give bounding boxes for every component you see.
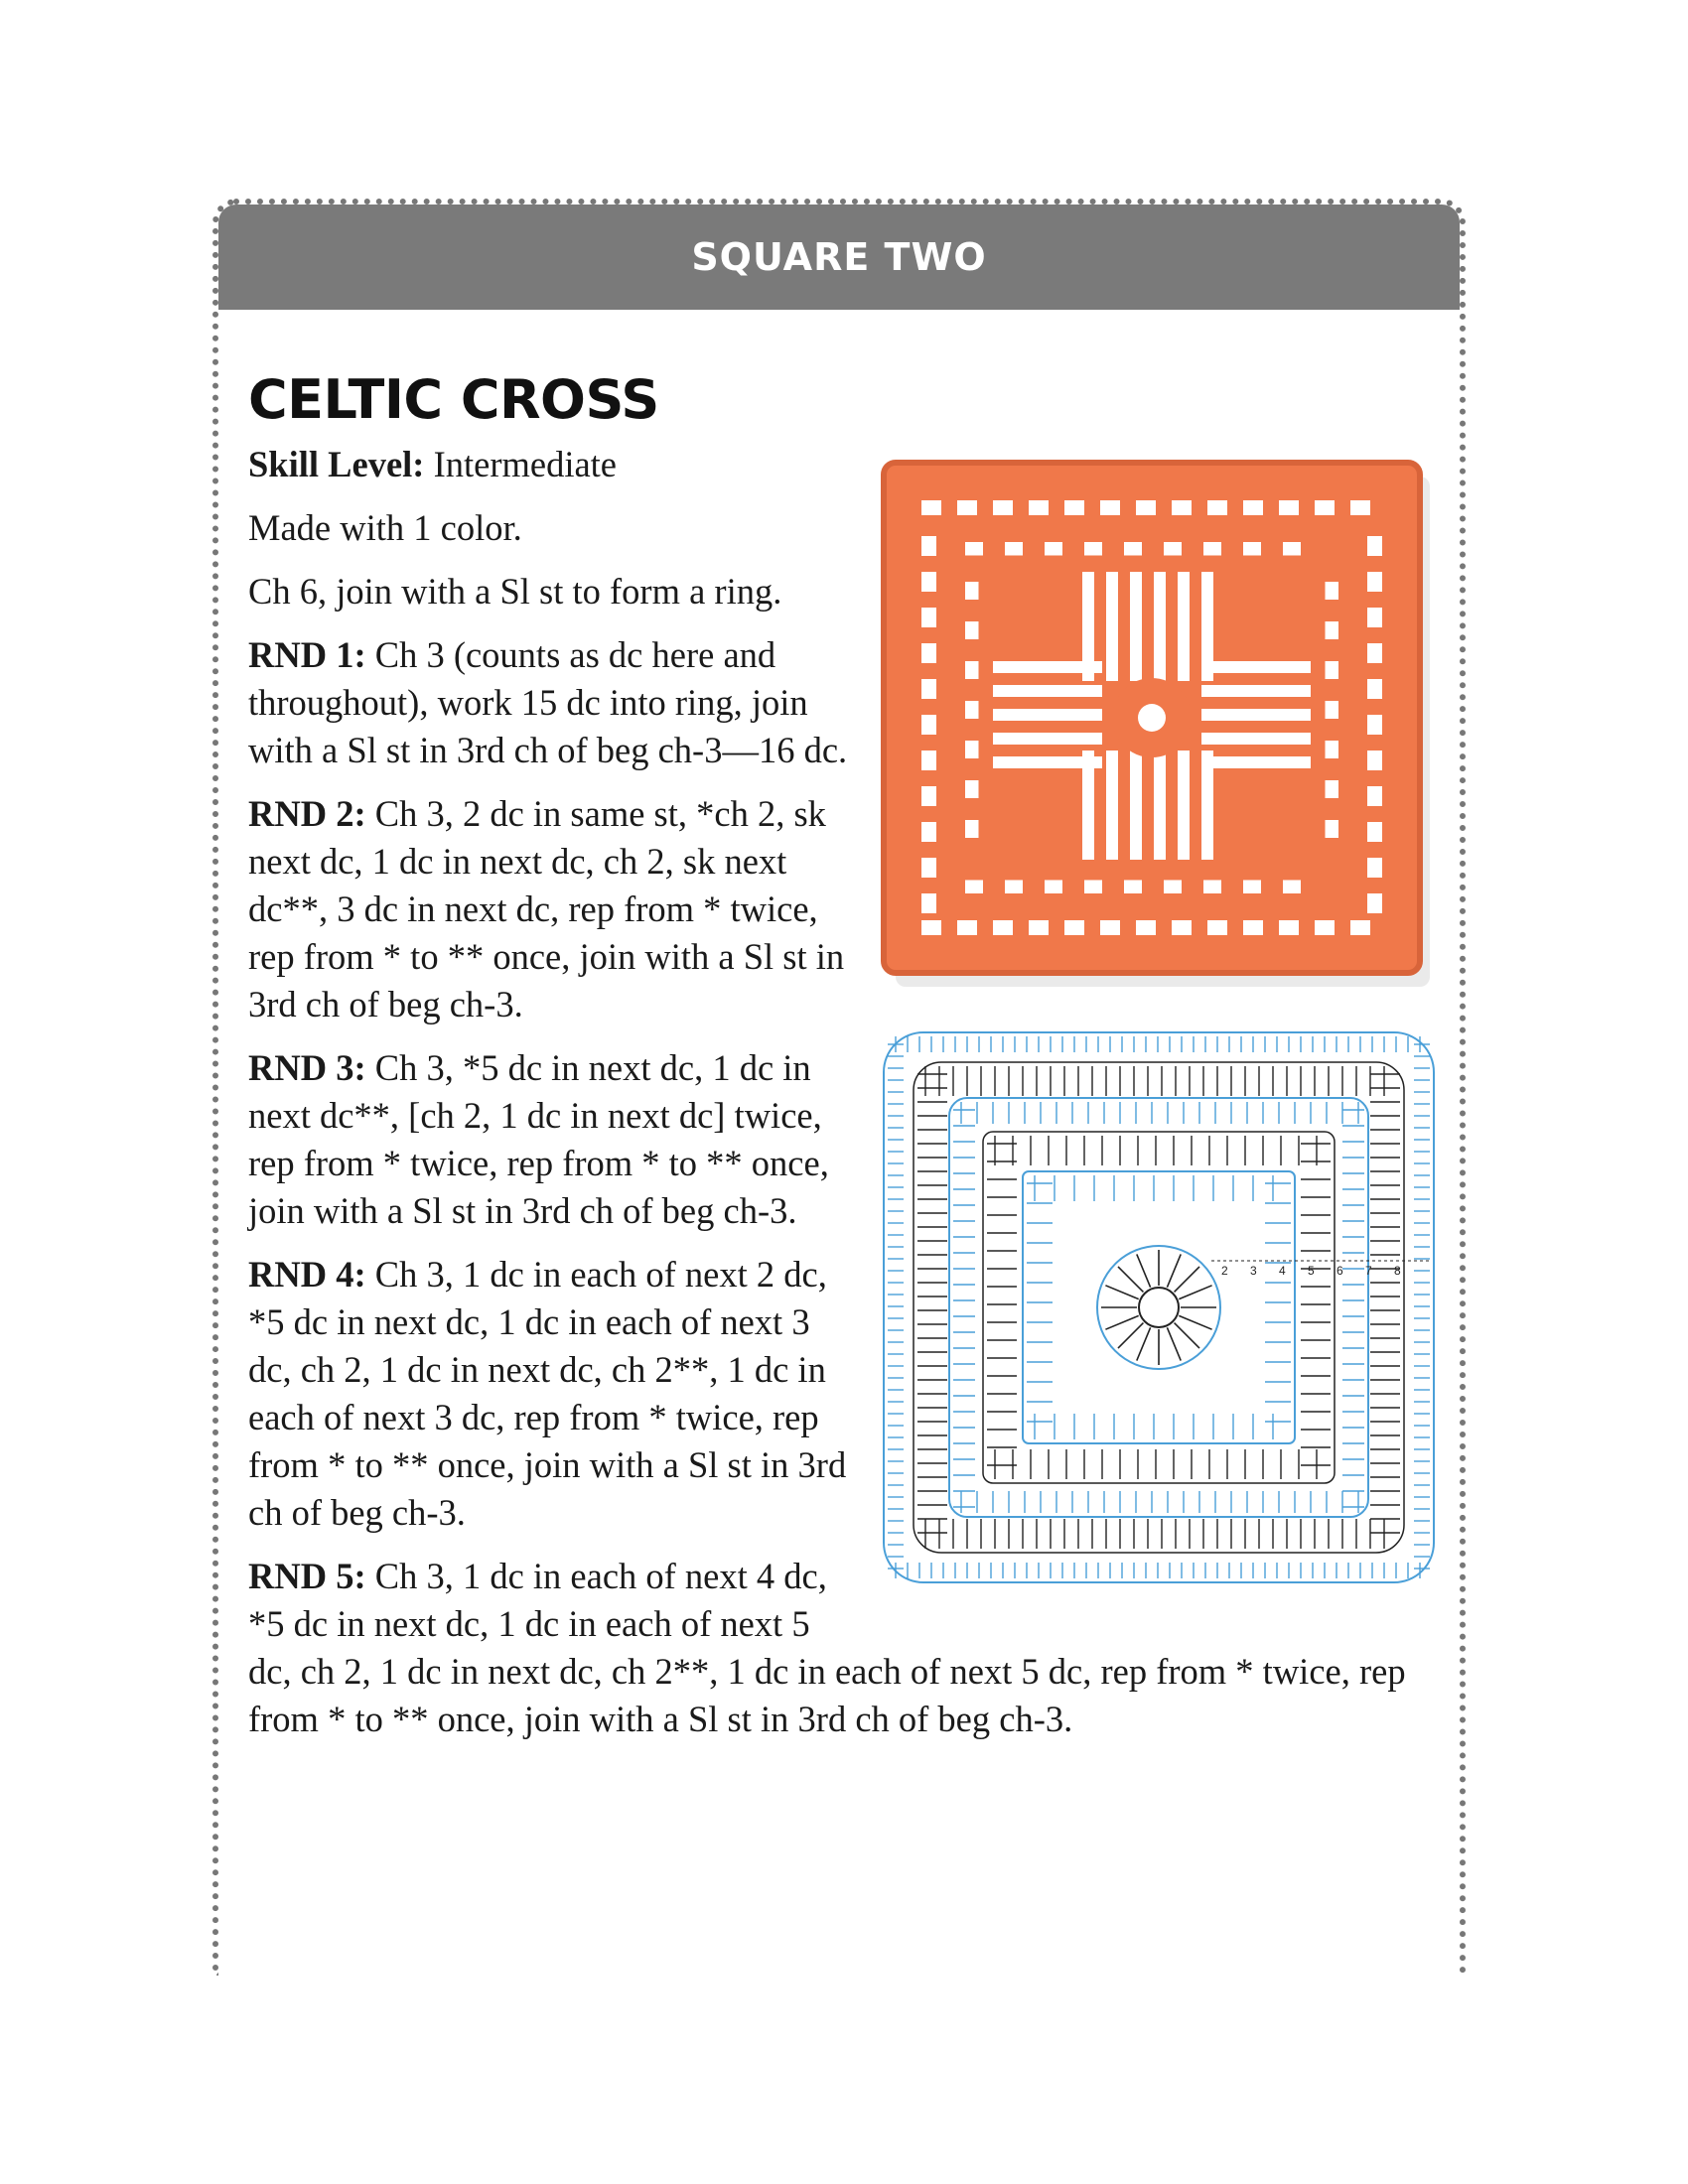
round-2-label: RND 2: — [248, 793, 366, 834]
round-number-label: 3 — [1250, 1264, 1257, 1278]
pattern-content — [248, 368, 1440, 1759]
pattern-card — [212, 199, 1466, 1976]
stitch-diagram — [874, 1023, 1444, 1592]
round-1-text: Ch 3 (counts as dc here and throughout), work 15 dc into ring, join with a Sl st in 3rd ch of beg ch-3—16 dc. — [248, 634, 848, 770]
round-4-label: RND 4: — [248, 1254, 366, 1295]
round-3-text: Ch 3, *5 dc in next dc, 1 dc in next dc**, [ch 2, 1 dc in next dc] twice, rep from * twice, rep from * to ** once, join with a Sl st in 3rd ch of beg ch-3. — [248, 1047, 829, 1231]
round-number-label: 2 — [1221, 1264, 1228, 1278]
figures — [874, 453, 1450, 1592]
skill-level-value: Intermediate — [424, 444, 618, 484]
round-number-label: 6 — [1336, 1264, 1343, 1278]
section-label: SQUARE TWO — [691, 235, 987, 279]
color-note: Made with 1 color. — [248, 507, 522, 548]
round-2-text: Ch 3, 2 dc in same st, *ch 2, sk next dc, 1 dc in next dc, ch 2, sk next dc**, 3 dc in next dc, rep from * twice, rep from * to ** once, join with a Sl st in 3rd ch of beg ch-3. — [248, 793, 845, 1024]
round-3-label: RND 3: — [248, 1047, 366, 1088]
skill-level-label: Skill Level: — [248, 444, 425, 484]
round-5-label: RND 5: — [248, 1556, 366, 1596]
round-1-label: RND 1: — [248, 634, 366, 675]
round-number-label: 4 — [1279, 1264, 1286, 1278]
round-number-label: 8 — [1394, 1264, 1401, 1278]
round-5-text: Ch 3, 1 dc in each of next 4 dc, *5 dc in next dc, 1 dc in each of next 5 dc, ch 2, 1 dc in next dc, ch 2**, 1 dc in each of next 5 dc, rep from * twice, rep from * to ** once, join with a Sl st in 3rd ch of beg ch-3. — [248, 1556, 1406, 1739]
finished-square-photo — [874, 453, 1444, 997]
round-4-text: Ch 3, 1 dc in each of next 2 dc, *5 dc in next dc, 1 dc in each of next 3 dc, ch 2, 1 dc in next dc, ch 2**, 1 dc in each of next 3 dc, rep from * twice, rep from * to ** once, join with a Sl st in 3rd ch of beg ch-3. — [248, 1254, 847, 1533]
pattern-title: CELTIC CROSS — [248, 368, 659, 431]
setup-instruction: Ch 6, join with a Sl st to form a ring. — [248, 571, 782, 612]
round-number-label: 5 — [1308, 1264, 1315, 1278]
round-number-label: 7 — [1365, 1264, 1372, 1278]
section-header — [218, 205, 1460, 310]
